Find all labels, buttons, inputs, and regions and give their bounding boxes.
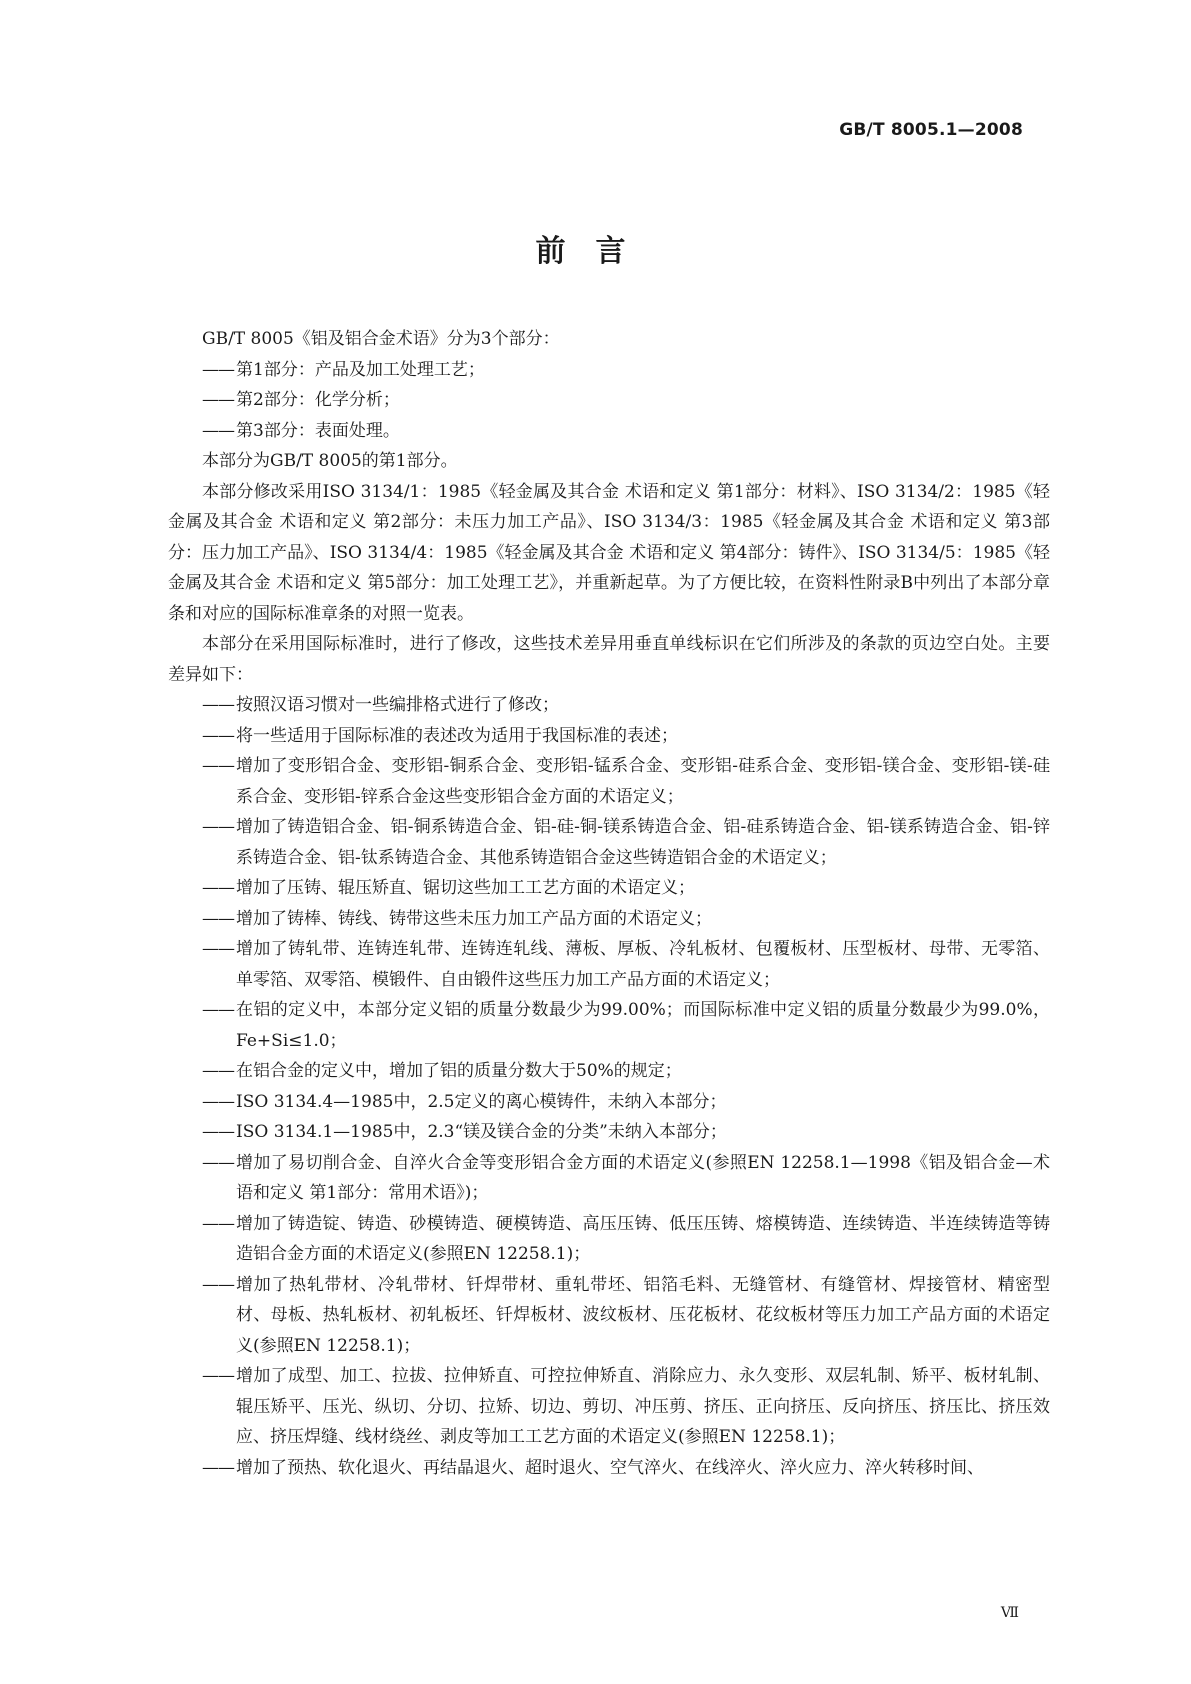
list-item-text: 增加了成型、加工、拉拔、拉伸矫直、可控拉伸矫直、消除应力、永久变形、双层轧制、矫平、板材轧制、辊压矫平、压光、纵切、分切、拉矫、切边、剪切、冲压剪、挤压、正向挤压、反向挤压、挤压比、挤压效应、挤压焊缝、线材绕丝、剥皮等加工工艺方面的术语定义(参照EN 12258.1)；	[236, 1366, 1050, 1447]
list-item-text: 第1部分：产品及加工处理工艺；	[236, 359, 485, 380]
paragraph: 本部分为GB/T 8005的第1部分。	[202, 451, 458, 471]
dash-marker: ——	[202, 1000, 234, 1020]
list-item-text: 增加了变形铝合金、变形铝-铜系合金、变形铝-锰系合金、变形铝-硅系合金、变形铝-镁合金、变形铝-镁-硅系合金、变形铝-锌系合金这些变形铝合金方面的术语定义；	[236, 756, 1050, 807]
list-item-text: ISO 3134.4—1985中，2.5定义的离心模铸件，未纳入本部分；	[236, 1091, 727, 1112]
page-number: Ⅶ	[1000, 1605, 1019, 1621]
document-body	[168, 324, 1050, 1483]
list-item-text: 将一些适用于国际标准的表述改为适用于我国标准的表述；	[236, 725, 678, 746]
list-item-text: 增加了铸棒、铸线、铸带这些未压力加工产品方面的术语定义；	[236, 908, 712, 929]
list-item	[168, 873, 1050, 904]
list-item	[168, 355, 1050, 386]
list-item	[168, 904, 1050, 935]
dash-marker: ——	[202, 878, 234, 898]
list-item	[168, 1117, 1050, 1148]
dash-marker: ——	[202, 695, 234, 715]
dash-marker: ——	[202, 1091, 234, 1112]
dash-marker: ——	[202, 420, 234, 441]
list-item-text: ISO 3134.1—1985中，2.3“镁及镁合金的分类”未纳入本部分；	[236, 1122, 727, 1142]
dash-marker: ——	[202, 756, 234, 776]
list-item-text: 增加了压铸、辊压矫直、锯切这些加工工艺方面的术语定义；	[236, 878, 695, 898]
dash-marker: ——	[202, 1122, 234, 1142]
list-item	[168, 1270, 1050, 1362]
list-item	[168, 385, 1050, 416]
list-item-text: 在铝的定义中，本部分定义铝的质量分数最少为99.00%；而国际标准中定义铝的质量分数最少为99.0%，Fe+Si≤1.0；	[236, 1000, 1050, 1051]
dash-marker: ——	[202, 1274, 234, 1295]
list-item-text: 增加了预热、软化退火、再结晶退火、超时退火、空气淬火、在线淬火、淬火应力、淬火转移时间、	[236, 1457, 984, 1478]
list-item	[168, 1148, 1050, 1209]
list-item	[168, 934, 1050, 995]
paragraph: GB/T 8005《铝及铝合金术语》分为3个部分：	[202, 329, 560, 349]
list-item	[168, 1056, 1050, 1087]
page-title: 前言	[535, 234, 656, 269]
dash-marker: ——	[202, 817, 234, 837]
dash-marker: ——	[202, 1152, 234, 1173]
list-item-text: 增加了铸造锭、铸造、砂模铸造、硬模铸造、高压压铸、低压压铸、熔模铸造、连续铸造、半连续铸造等铸造铝合金方面的术语定义(参照EN 12258.1)；	[236, 1213, 1050, 1264]
dash-marker: ——	[202, 1213, 234, 1234]
list-item	[168, 721, 1050, 752]
paragraph: 本部分修改采用ISO 3134/1：1985《轻金属及其合金 术语和定义 第1部分：材料》、ISO 3134/2：1985《轻金属及其合金 术语和定义 第2部分：未压力加工产品》、ISO 3134/3：1985《轻金属及其合金 术语和定义 第3部分：压力加工产品》、ISO 3134/4：1985《轻金属及其合金 术语和定义 第4部分：铸件》、ISO 3134/5：1985《轻金属及其合金 术语和定义 第5部分：加工处理工艺》，并重新起草。为了方便比较，在资料性附录B中列出了本部分章条和对应的国际标准章条的对照一览表。	[168, 481, 1050, 624]
list-item	[168, 416, 1050, 447]
list-item-text: 增加了易切削合金、自淬火合金等变形铝合金方面的术语定义(参照EN 12258.1—1998《铝及铝合金—术语和定义 第1部分：常用术语》)；	[236, 1152, 1050, 1203]
list-item-text: 按照汉语习惯对一些编排格式进行了修改；	[236, 695, 559, 715]
dash-marker: ——	[202, 359, 234, 380]
list-item	[168, 751, 1050, 812]
dash-marker: ——	[202, 1457, 234, 1478]
list-item	[168, 1361, 1050, 1453]
dash-marker: ——	[202, 725, 234, 746]
dash-marker: ——	[202, 1366, 234, 1386]
list-item	[168, 1087, 1050, 1118]
paragraph: 本部分在采用国际标准时，进行了修改，这些技术差异用垂直单线标识在它们所涉及的条款的页边空白处。主要差异如下：	[168, 634, 1050, 685]
list-item	[168, 690, 1050, 721]
dash-marker: ——	[202, 390, 234, 410]
list-item-text: 增加了铸轧带、连铸连轧带、连铸连轧线、薄板、厚板、冷轧板材、包覆板材、压型板材、母带、无零箔、单零箔、双零箔、模锻件、自由锻件这些压力加工产品方面的术语定义；	[236, 939, 1050, 990]
dash-marker: ——	[202, 908, 234, 929]
list-item-text: 在铝合金的定义中，增加了铝的质量分数大于50%的规定；	[236, 1061, 682, 1081]
dash-marker: ——	[202, 939, 234, 959]
dash-marker: ——	[202, 1061, 234, 1081]
standard-code: GB/T 8005.1—2008	[839, 120, 1023, 140]
list-item-text: 第2部分：化学分析；	[236, 390, 400, 410]
list-item	[168, 1209, 1050, 1270]
list-item-text: 增加了铸造铝合金、铝-铜系铸造合金、铝-硅-铜-镁系铸造合金、铝-硅系铸造合金、铝-镁系铸造合金、铝-锌系铸造合金、铝-钛系铸造合金、其他系铸造铝合金这些铸造铝合金的术语定义；	[236, 817, 1050, 868]
list-item-text: 增加了热轧带材、冷轧带材、钎焊带材、重轧带坯、铝箔毛料、无缝管材、有缝管材、焊接管材、精密型材、母板、热轧板材、初轧板坯、钎焊板材、波纹板材、压花板材、花纹板材等压力加工产品方面的术语定义(参照EN 12258.1)；	[236, 1274, 1050, 1356]
list-item	[168, 1453, 1050, 1484]
list-item	[168, 995, 1050, 1056]
list-item	[168, 812, 1050, 873]
list-item-text: 第3部分：表面处理。	[236, 420, 400, 441]
